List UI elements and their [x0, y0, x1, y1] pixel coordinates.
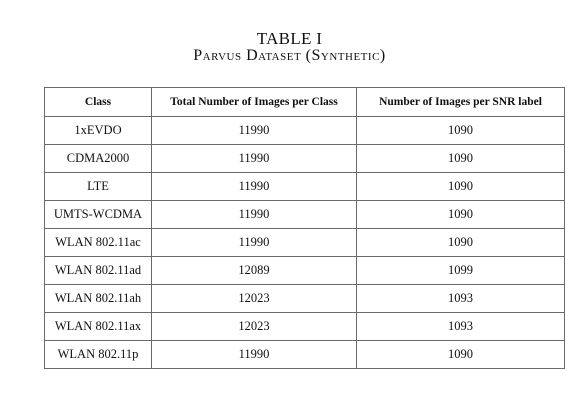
class-cell: CDMA2000	[45, 145, 152, 173]
dataset-table	[44, 87, 565, 369]
total-images-cell: 11990	[152, 117, 357, 145]
class-cell: WLAN 802.11ax	[45, 313, 152, 341]
images-per-snr-cell: 1090	[357, 229, 565, 257]
table-row	[45, 229, 565, 257]
table-row	[45, 117, 565, 145]
class-cell: WLAN 802.11ad	[45, 257, 152, 285]
total-images-cell: 12023	[152, 313, 357, 341]
total-images-cell: 12089	[152, 257, 357, 285]
class-cell: WLAN 802.11ac	[45, 229, 152, 257]
total-images-cell: 11990	[152, 201, 357, 229]
class-cell: WLAN 802.11ah	[45, 285, 152, 313]
table-header-row	[45, 88, 565, 117]
table-row	[45, 341, 565, 369]
images-per-snr-cell: 1099	[357, 257, 565, 285]
total-images-cell: 12023	[152, 285, 357, 313]
images-per-snr-cell: 1090	[357, 201, 565, 229]
total-images-cell: 11990	[152, 229, 357, 257]
table-row	[45, 173, 565, 201]
images-per-snr-cell: 1090	[357, 145, 565, 173]
table-row	[45, 313, 565, 341]
header-total-images: Total Number of Images per Class	[152, 88, 357, 117]
header-class: Class	[45, 88, 152, 117]
class-cell: UMTS-WCDMA	[45, 201, 152, 229]
images-per-snr-cell: 1090	[357, 173, 565, 201]
table-row	[45, 201, 565, 229]
class-cell: 1xEVDO	[45, 117, 152, 145]
total-images-cell: 11990	[152, 173, 357, 201]
table-title: Parvus Dataset (Synthetic)	[193, 47, 386, 64]
table-number: TABLE I	[256, 29, 323, 48]
header-images-per-snr: Number of Images per SNR label	[357, 88, 565, 117]
images-per-snr-cell: 1090	[357, 117, 565, 145]
class-cell: WLAN 802.11p	[45, 341, 152, 369]
table-row	[45, 285, 565, 313]
table-row	[45, 257, 565, 285]
total-images-cell: 11990	[152, 341, 357, 369]
images-per-snr-cell: 1090	[357, 341, 565, 369]
images-per-snr-cell: 1093	[357, 313, 565, 341]
images-per-snr-cell: 1093	[357, 285, 565, 313]
class-cell: LTE	[45, 173, 152, 201]
total-images-cell: 11990	[152, 145, 357, 173]
table-row	[45, 145, 565, 173]
